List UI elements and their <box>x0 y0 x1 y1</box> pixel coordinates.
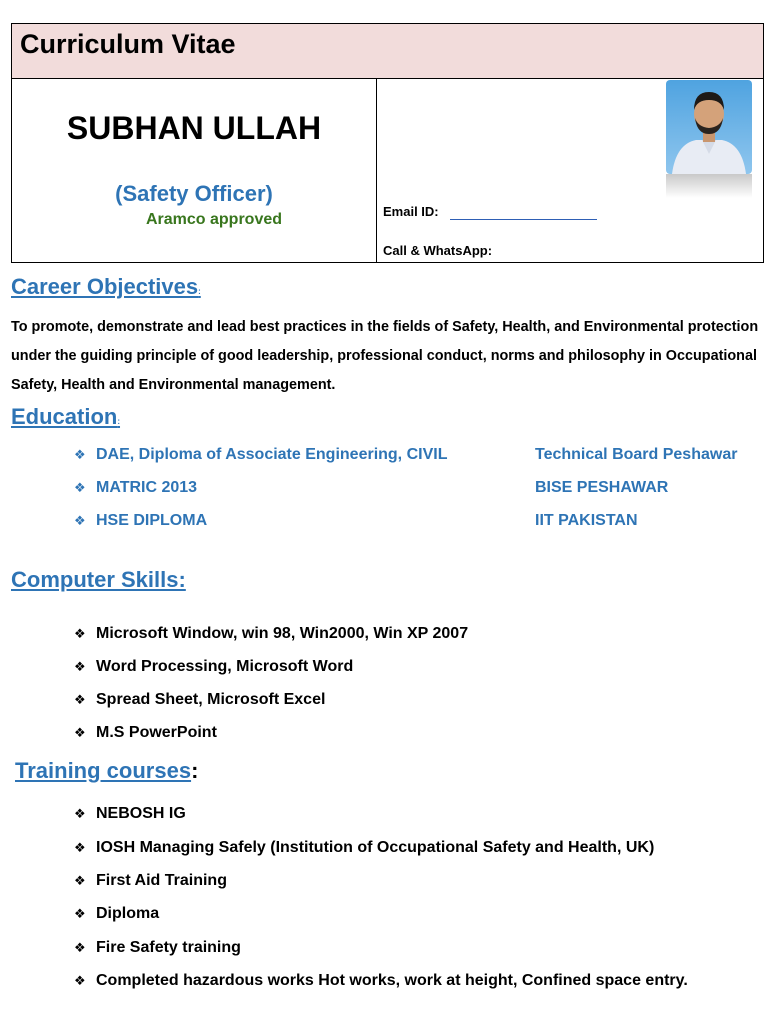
diamond-bullet-icon: ❖ <box>74 659 86 674</box>
header-divider <box>376 78 377 262</box>
training-text: IOSH Managing Safely (Institution of Occupational Safety and Health, UK) <box>96 839 655 856</box>
diamond-bullet-icon: ❖ <box>74 692 86 707</box>
list-item <box>74 724 217 742</box>
education-item <box>74 512 207 530</box>
training-text: Fire Safety training <box>96 939 241 956</box>
list-item <box>74 625 468 643</box>
career-heading-text: Career Objectives <box>11 274 199 299</box>
email-label: Email ID: <box>383 204 439 219</box>
education-item <box>74 479 197 497</box>
list-item <box>74 939 241 957</box>
candidate-role: (Safety Officer) <box>115 181 273 206</box>
diamond-bullet-icon: ❖ <box>74 725 86 740</box>
diamond-bullet-icon: ❖ <box>74 906 86 921</box>
education-institute: Technical Board Peshawar <box>535 446 738 463</box>
training-heading <box>15 758 198 784</box>
training-text: Completed hazardous works Hot works, work at height, Confined space entry. <box>96 972 688 989</box>
career-heading <box>11 274 201 300</box>
document-title: Curriculum Vitae <box>20 29 236 59</box>
skill-text: Word Processing, Microsoft Word <box>96 658 354 675</box>
education-institute: BISE PESHAWAR <box>535 479 669 496</box>
diamond-bullet-icon: ❖ <box>74 447 86 462</box>
diamond-bullet-icon: ❖ <box>74 806 86 821</box>
training-heading-colon: : <box>191 758 199 783</box>
diamond-bullet-icon: ❖ <box>74 840 86 855</box>
list-item <box>74 905 159 923</box>
skill-text: Spread Sheet, Microsoft Excel <box>96 691 326 708</box>
list-item <box>74 839 654 857</box>
approval-text: Aramco approved <box>145 211 283 228</box>
candidate-name: SUBHAN ULLAH <box>66 110 322 146</box>
education-degree: HSE DIPLOMA <box>96 512 208 529</box>
career-objective-text: To promote, demonstrate and lead best practices in the fields of Safety, Health, and Environmental protection under the guiding principle of good leadership, professional conduct, norms and philosophy in Occupational Safety, Health and Environmental management. <box>11 319 759 393</box>
training-heading-text: Training courses <box>15 758 192 783</box>
profile-photo <box>666 80 752 198</box>
diamond-bullet-icon: ❖ <box>74 940 86 955</box>
list-item <box>74 805 186 823</box>
diamond-bullet-icon: ❖ <box>74 480 86 495</box>
career-heading-mark: : <box>198 287 201 296</box>
education-degree: DAE, Diploma of Associate Engineering, CIVIL <box>96 446 448 463</box>
list-item <box>74 691 325 709</box>
training-text: NEBOSH IG <box>96 805 186 822</box>
diamond-bullet-icon: ❖ <box>74 626 86 641</box>
education-heading <box>11 404 120 430</box>
header-box <box>11 78 764 263</box>
computer-skills-heading: Computer Skills: <box>11 567 186 592</box>
education-item <box>74 446 447 464</box>
skill-text: M.S PowerPoint <box>96 724 217 741</box>
training-text: First Aid Training <box>96 872 227 889</box>
training-text: Diploma <box>96 905 160 922</box>
education-institute: IIT PAKISTAN <box>535 512 638 529</box>
skill-text: Microsoft Window, win 98, Win2000, Win XP 2007 <box>96 625 469 642</box>
call-label: Call & WhatsApp: <box>383 243 493 258</box>
education-degree: MATRIC 2013 <box>96 479 198 496</box>
education-heading-text: Education <box>11 404 118 429</box>
education-heading-mark: : <box>117 417 121 426</box>
list-item <box>74 658 353 676</box>
diamond-bullet-icon: ❖ <box>74 873 86 888</box>
list-item <box>74 872 227 890</box>
list-item <box>74 972 688 990</box>
title-bar <box>11 23 764 79</box>
diamond-bullet-icon: ❖ <box>74 973 86 988</box>
diamond-bullet-icon: ❖ <box>74 513 86 528</box>
email-underline <box>450 219 597 220</box>
